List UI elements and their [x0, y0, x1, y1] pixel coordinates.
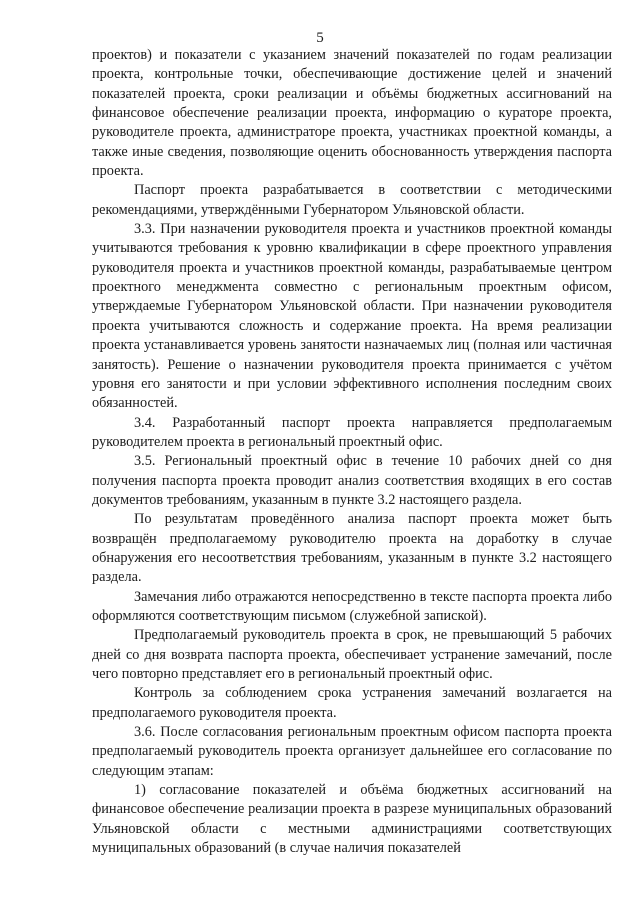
paragraph-continuation: проектов) и показатели с указанием значений показателей по годам реализации проекта, контрольные точки, обеспечивающие достижение целей и значений показателей проекта, сроки реализации и объёмы бюджетных ассигнований на финансовое обеспечение реализации проекта, информацию о кураторе проекта, руководителе проекта, администраторе проекта, участниках проектной команды, а также иные сведения, позволяющие оценить обоснованность утверждения паспорта проекта. [92, 47, 612, 180]
page-number: 5 [316, 30, 324, 46]
paragraph-analysis-results: По результатам проведённого анализа паспорт проекта может быть возвращён предполагаемому руководителю проекта на доработку в случае обнаружения его несоответствия требованиям, указанным в пункте 3.2 настоящего раздела. [92, 511, 612, 586]
paragraph-3-6: 3.6. После согласования региональным проектным офисом паспорта проекта предполагаемый руководитель проекта организует дальнейшее его согласование по следующим этапам: [92, 724, 612, 779]
paragraph-3-4: 3.4. Разработанный паспорт проекта направляется предполагаемым руководителем проекта в региональный проектный офис. [92, 414, 612, 450]
paragraph-stage-1: 1) согласование показателей и объёма бюджетных ассигнований на финансовое обеспечение реализации проекта в разрезе муниципальных образований Ульяновской области с местными администрациями соответствующих муниципальных образований (в случае наличия показателей [92, 782, 612, 857]
paragraph-control: Контроль за соблюдением срока устранения замечаний возлагается на предполагаемого руководителя проекта. [92, 685, 612, 721]
paragraph-remarks: Замечания либо отражаются непосредственно в тексте паспорта проекта либо оформляются соответствующим письмом (служебной запиской). [92, 588, 612, 624]
paragraph-3-3: 3.3. При назначении руководителя проекта и участников проектной команды учитываются требования к уровню квалификации в сфере проектного управления руководителя проекта и участников проектной команды, разрабатываемые центром проектного менеджмента совместно с региональным проектным офисом, утверждаемые Губернатором Ульяновской области. При назначении руководителя проекта учитываются сложность и содержание проекта. На время реализации проекта устанавливается уровень занятости назначаемых лиц (полная или частичная занятость). Решение о назначении руководителя проекта принимается с учётом уровня его занятости и при условии эффективного исполнения последним своих обязанностей. [92, 221, 612, 412]
paragraph-revision-deadline: Предполагаемый руководитель проекта в срок, не превышающий 5 рабочих дней со дня возврата паспорта проекта, обеспечивает устранение замечаний, после чего повторно представляет его в региональный проектный офис. [92, 627, 612, 682]
paragraph-passport-development: Паспорт проекта разрабатывается в соответствии с методическими рекомендациями, утверждёнными Губернатором Ульяновской области. [92, 182, 612, 218]
paragraph-3-5: 3.5. Региональный проектный офис в течение 10 рабочих дней со дня получения паспорта проекта проводит анализ соответствия входящих в его состав документов требованиям, указанным в пункте 3.2 настоящего раздела. [92, 453, 612, 508]
document-body [92, 46, 612, 858]
